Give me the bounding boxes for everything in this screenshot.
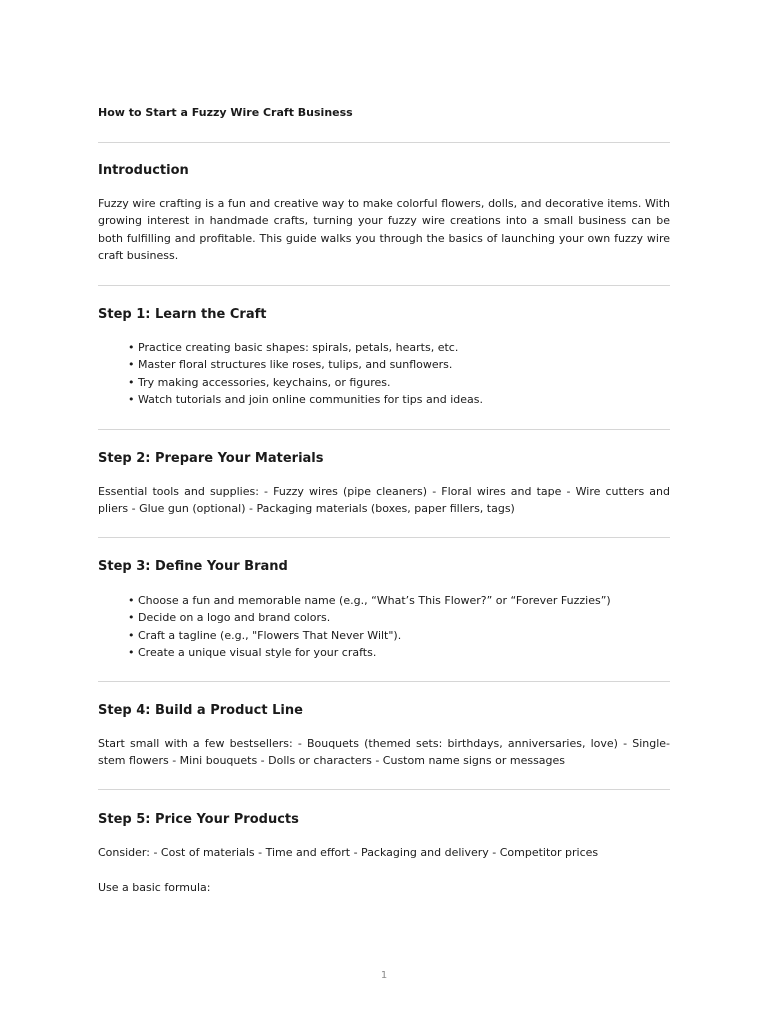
step3-bullet-list bbox=[128, 592, 668, 661]
step3-heading: Step 3: Define Your Brand bbox=[98, 559, 288, 574]
step1-bullet-list bbox=[128, 339, 668, 408]
step5-heading: Step 5: Price Your Products bbox=[98, 812, 299, 827]
step4-heading: Step 4: Build a Product Line bbox=[98, 703, 303, 718]
document-title: How to Start a Fuzzy Wire Craft Business bbox=[98, 106, 353, 119]
step4-paragraph: Start small with a few bestsellers: - Bouquets (themed sets: birthdays, anniversaries, love) - Single-stem flowers - Mini bouquets - Dolls or characters - Custom name signs or messages bbox=[98, 737, 670, 768]
section-divider bbox=[98, 285, 670, 286]
list-item: • Practice creating basic shapes: spirals, petals, hearts, etc. bbox=[128, 339, 668, 356]
step5-formula-intro: Use a basic formula: bbox=[98, 881, 211, 894]
step5-paragraph: Consider: - Cost of materials - Time and effort - Packaging and delivery - Competitor prices bbox=[98, 846, 599, 859]
step2-paragraph: Essential tools and supplies: - Fuzzy wires (pipe cleaners) - Floral wires and tape - Wire cutters and pliers - Glue gun (optional) - Packaging materials (boxes, paper fillers, tags) bbox=[98, 485, 670, 516]
intro-heading: Introduction bbox=[98, 163, 189, 178]
step1-heading: Step 1: Learn the Craft bbox=[98, 307, 267, 322]
step2-heading: Step 2: Prepare Your Materials bbox=[98, 451, 324, 466]
intro-paragraph: Fuzzy wire crafting is a fun and creative way to make colorful flowers, dolls, and decorative items. With growing interest in handmade crafts, turning your fuzzy wire creations into a small business can be both fulfilling and profitable. This guide walks you through the basics of launching your own fuzzy wire craft business. bbox=[98, 197, 670, 262]
section-divider bbox=[98, 537, 670, 538]
page-number: 1 bbox=[380, 970, 388, 981]
list-item: • Watch tutorials and join online communities for tips and ideas. bbox=[128, 391, 668, 408]
section-divider bbox=[98, 429, 670, 430]
list-item: • Create a unique visual style for your crafts. bbox=[128, 644, 668, 661]
section-divider bbox=[98, 681, 670, 682]
list-item: • Master floral structures like roses, tulips, and sunflowers. bbox=[128, 356, 668, 373]
list-item: • Craft a tagline (e.g., "Flowers That Never Wilt"). bbox=[128, 627, 668, 644]
section-divider bbox=[98, 789, 670, 790]
list-item: • Choose a fun and memorable name (e.g., “What’s This Flower?” or “Forever Fuzzies”) bbox=[128, 592, 668, 609]
list-item: • Decide on a logo and brand colors. bbox=[128, 609, 668, 626]
list-item: • Try making accessories, keychains, or figures. bbox=[128, 374, 668, 391]
section-divider bbox=[98, 142, 670, 143]
